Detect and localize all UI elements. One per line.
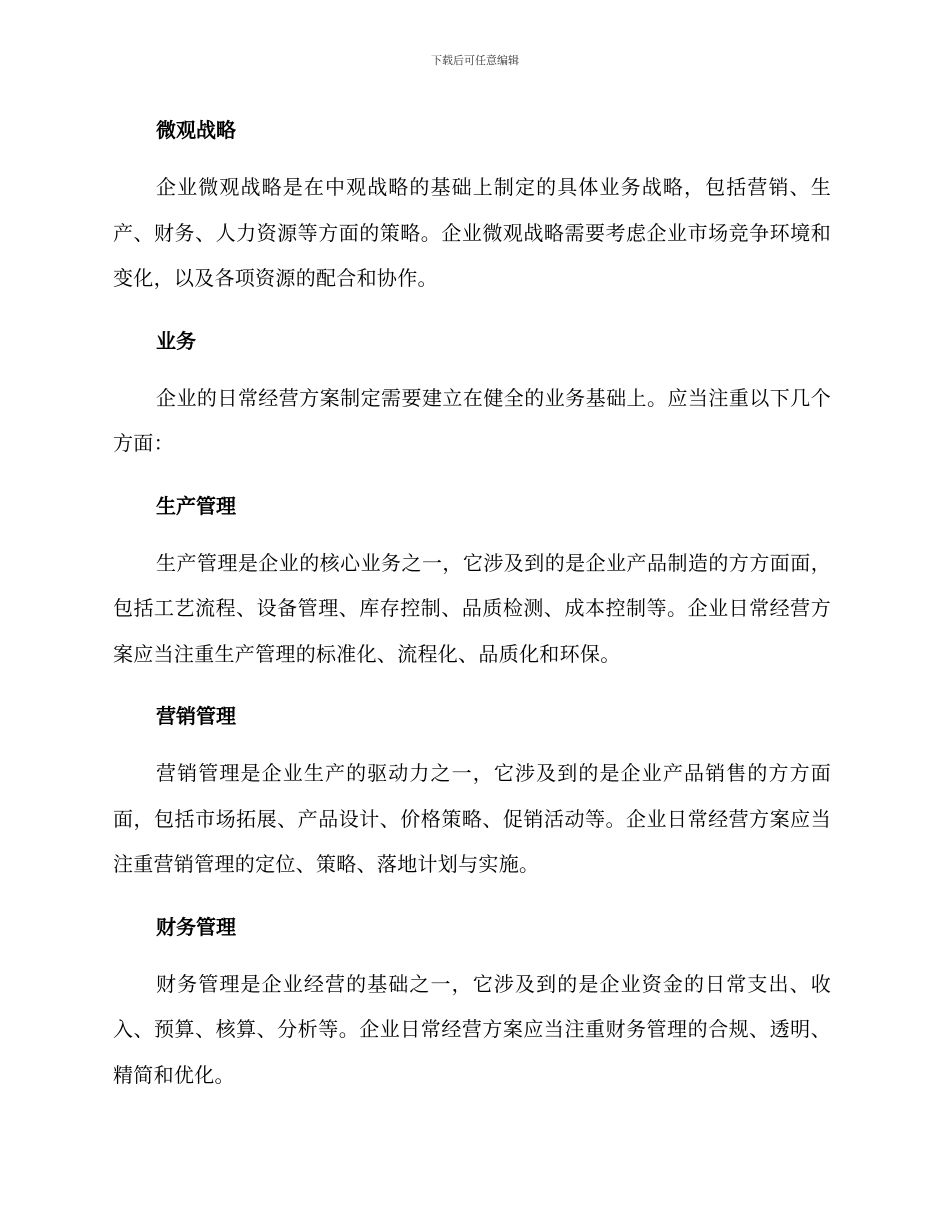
page-header: 下载后可任意编辑 [431, 54, 519, 67]
paragraph-micro-strategy: 企业微观战略是在中观战略的基础上制定的具体业务战略，包括营销、生产、财务、人力资源等方面的策略。企业微观战略需要考虑企业市场竞争环境和变化，以及各项资源的配合和协作。 [113, 175, 831, 290]
section-heading-micro-strategy: 微观战略 [156, 118, 236, 142]
document-body [113, 110, 831, 1098]
paragraph-business: 企业的日常经营方案制定需要建立在健全的业务基础上。应当注重以下几个方面： [113, 385, 831, 455]
section-heading-business: 业务 [156, 328, 196, 353]
paragraph-marketing-management: 营销管理是企业生产的驱动力之一，它涉及到的是企业产品销售的方方面面，包括市场拓展、产品设计、价格策略、促销活动等。企业日常经营方案应当注重营销管理的定位、策略、落地计划与实施。 [113, 761, 831, 876]
section-heading-financial-management: 财务管理 [156, 914, 236, 939]
paragraph-production-management: 生产管理是企业的核心业务之一，它涉及到的是企业产品制造的方方面面，包括工艺流程、设备管理、库存控制、品质检测、成本控制等。企业日常经营方案应当注重生产管理的标准化、流程化、品质化和环保。 [113, 550, 831, 666]
paragraph-financial-management: 财务管理是企业经营的基础之一，它涉及到的是企业资金的日常支出、收入、预算、核算、分析等。企业日常经营方案应当注重财务管理的合规、透明、精简和优化。 [113, 971, 831, 1087]
section-heading-production-management: 生产管理 [156, 493, 236, 518]
section-heading-marketing-management: 营销管理 [156, 704, 236, 728]
